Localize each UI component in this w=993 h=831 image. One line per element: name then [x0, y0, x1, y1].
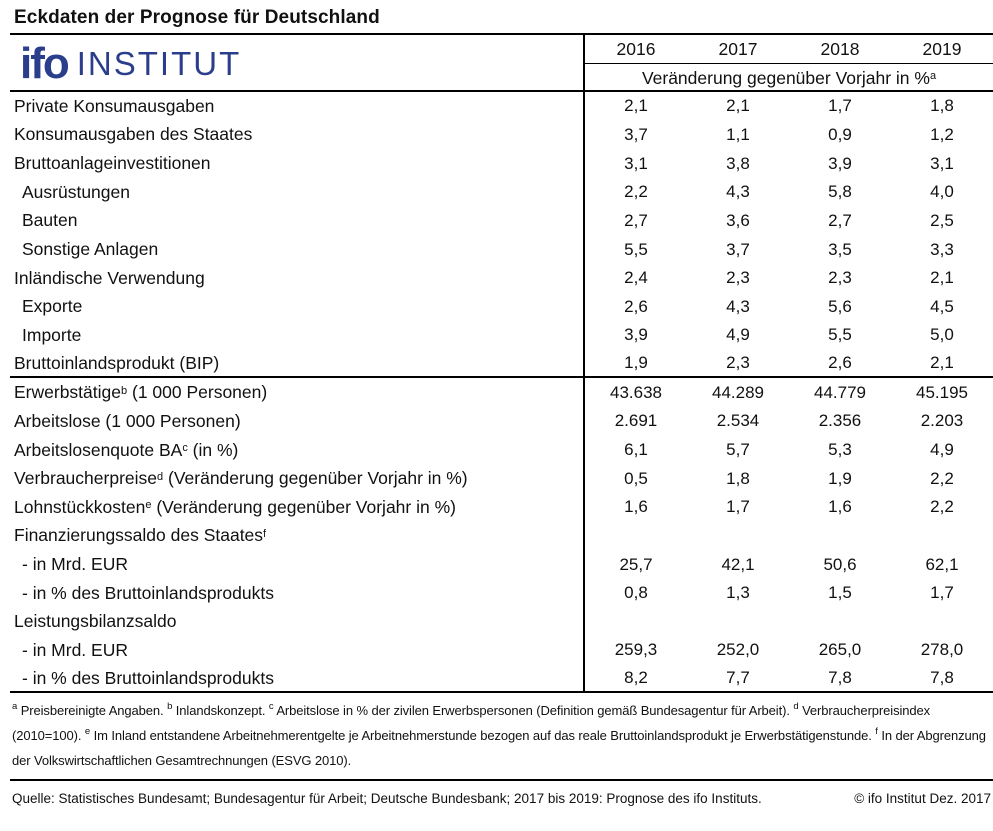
- forecast-table-document: [10, 0, 993, 810]
- cell-value: 2,1: [930, 353, 954, 373]
- cell-value: 2,2: [624, 182, 648, 202]
- table-row: [10, 178, 993, 207]
- cell-value: 0,5: [624, 468, 648, 488]
- cell-value: 5,8: [828, 182, 852, 202]
- footnote-marker: e: [84, 726, 91, 738]
- cell-value: 5,7: [726, 440, 750, 459]
- footnote-marker: d: [793, 701, 799, 713]
- row-label: Importe: [10, 321, 585, 350]
- cell-value: 3,1: [624, 153, 648, 173]
- year-column-2016: 2016: [616, 38, 656, 59]
- row-label: Inländische Verwendung: [10, 264, 585, 293]
- cell-value: 0,8: [624, 583, 648, 603]
- row-label: - in % des Bruttoinlandsprodukts: [10, 579, 585, 608]
- year-column-2018: 2018: [820, 38, 860, 59]
- footnote-text: In der Abgrenzung der Volkswirtschaftlichen Gesamtrechnungen (ESVG 2010).: [12, 728, 986, 769]
- cell-value: 278,0: [920, 640, 964, 660]
- row-label: Ausrüstungen: [10, 178, 585, 207]
- cell-value: 3,1: [930, 153, 954, 173]
- table-row: [10, 579, 993, 608]
- cell-value: 2.534: [716, 411, 760, 431]
- footnote-marker: b: [167, 701, 173, 713]
- cell-value: 2.691: [614, 411, 658, 431]
- row-label: Private Konsumausgaben: [10, 92, 585, 121]
- table-row: [10, 207, 993, 236]
- ifo-logo-wordmark: ifo: [20, 38, 68, 88]
- table-row: [10, 378, 993, 407]
- table-row: [10, 522, 993, 551]
- cell-value: 3,3: [930, 239, 954, 259]
- cell-value: 7,8: [930, 668, 954, 688]
- cell-value: 4,9: [930, 440, 954, 459]
- row-label: Sonstige Anlagen: [10, 235, 585, 264]
- footnote-marker: f: [875, 726, 878, 738]
- row-label: Lohnstückkosten $^e$ (Veränderung gegenüber Vorjahr in %): [10, 493, 585, 522]
- cell-value: 2,2: [930, 497, 954, 517]
- cell-value: 2,3: [828, 268, 852, 288]
- cell-value: 2,1: [726, 96, 750, 116]
- cell-value: 2,1: [624, 96, 648, 116]
- cell-value: 1,8: [726, 468, 750, 488]
- cell-value: 5,3: [828, 440, 852, 459]
- row-label: Arbeitslosenquote BA $^c$ (in %): [10, 436, 585, 465]
- row-label: Bruttoinlandsprodukt (BIP): [10, 350, 585, 377]
- ifo-logo: [10, 35, 585, 92]
- cell-value: 3,8: [726, 153, 750, 173]
- cell-value: 1,7: [930, 583, 954, 603]
- title-block: [10, 0, 993, 35]
- footnote-text: Arbeitslose in % der zivilen Erwerbspersonen (Definition gemäß Bundesagentur für Arbeit).: [273, 703, 794, 719]
- cell-value: 8,2: [624, 668, 648, 688]
- cell-value: 3,6: [726, 210, 750, 230]
- cell-value: 4,3: [726, 182, 750, 202]
- table-row: [10, 436, 993, 465]
- table-row: [10, 264, 993, 293]
- cell-value: 3,7: [624, 124, 648, 144]
- cell-value: 44.779: [814, 382, 866, 402]
- footnote-marker: c: [268, 701, 274, 713]
- table-row: [10, 149, 993, 178]
- table-row: [10, 121, 993, 150]
- cell-value: 265,0: [818, 640, 862, 660]
- table-row: [10, 550, 993, 579]
- table-row: [10, 608, 993, 637]
- cell-value: 2,2: [930, 468, 954, 488]
- cell-value: 2,3: [726, 353, 750, 373]
- row-label: Exporte: [10, 292, 585, 321]
- cell-value: 43.638: [610, 382, 662, 402]
- cell-value: 4,0: [930, 182, 954, 202]
- footnote-text: Inlandskonzept.: [172, 703, 269, 719]
- header-right: [585, 35, 993, 92]
- year-column-2019: 2019: [922, 38, 962, 59]
- cell-value: 2,6: [624, 296, 648, 316]
- page-title: Eckdaten der Prognose für Deutschland: [14, 7, 380, 28]
- year-columns: [585, 35, 993, 64]
- table-row: [10, 92, 993, 121]
- cell-value: 42,1: [721, 554, 755, 574]
- footnotes: [10, 693, 993, 781]
- table-body: [10, 92, 993, 693]
- cell-value: 1,3: [726, 583, 750, 603]
- row-label: Arbeitslose (1 000 Personen): [10, 407, 585, 436]
- row-label: Konsumausgaben des Staates: [10, 121, 585, 150]
- cell-value: 5,5: [624, 239, 648, 259]
- cell-value: 2,7: [828, 210, 852, 230]
- cell-value: 1,2: [930, 124, 954, 144]
- cell-value: 6,1: [624, 440, 648, 459]
- cell-value: 3,9: [624, 325, 648, 345]
- cell-value: 1,6: [828, 497, 852, 517]
- cell-value: 4,9: [726, 325, 750, 345]
- cell-value: 44.289: [712, 382, 764, 402]
- cell-value: 2,6: [828, 353, 852, 373]
- cell-value: 3,9: [828, 153, 852, 173]
- cell-value: 4,3: [726, 296, 750, 316]
- cell-value: 2,3: [726, 268, 750, 288]
- cell-value: 0,9: [828, 124, 852, 144]
- cell-value: 5,5: [828, 325, 852, 345]
- cell-value: 1,7: [726, 497, 750, 517]
- footnote-marker: a: [12, 701, 18, 713]
- cell-value: 50,6: [823, 554, 857, 574]
- cell-value: 1,9: [624, 353, 648, 373]
- cell-value: 7,7: [726, 668, 750, 688]
- cell-value: 5,0: [930, 325, 954, 345]
- footnote-text: Im Inland entstandene Arbeitnehmerentgelte je Arbeitnehmerstunde bezogen auf das reale Bruttoinlandsprodukt je Erwerbstätigenstunde.: [90, 728, 876, 744]
- cell-value: 2.203: [920, 411, 964, 431]
- cell-value: 2,1: [930, 268, 954, 288]
- row-label: Leistungsbilanzsaldo: [10, 608, 585, 637]
- cell-value: 1,5: [828, 583, 852, 603]
- table-row: [10, 636, 993, 665]
- table-row: [10, 407, 993, 436]
- cell-value: 259,3: [614, 640, 658, 660]
- table-row: [10, 665, 993, 694]
- cell-value: 1,8: [930, 96, 954, 116]
- row-label: Erwerbstätige $^b$ (1 000 Personen): [10, 378, 585, 407]
- row-label: - in Mrd. EUR: [10, 550, 585, 579]
- cell-value: 1,9: [828, 468, 852, 488]
- cell-value: 1,6: [624, 497, 648, 517]
- cell-value: 2,5: [930, 210, 954, 230]
- table-header: [10, 35, 993, 92]
- ifo-logo-institut: INSTITUT: [76, 45, 242, 82]
- table-row: [10, 350, 993, 379]
- cell-value: 1,1: [726, 124, 750, 144]
- row-label: - in % des Bruttoinlandsprodukts: [10, 665, 585, 692]
- cell-value: 45.195: [916, 382, 968, 402]
- cell-value: 2,4: [624, 268, 648, 288]
- cell-value: 3,7: [726, 239, 750, 259]
- cell-value: 2.356: [818, 411, 862, 431]
- cell-value: 4,5: [930, 296, 954, 316]
- row-label: Bauten: [10, 207, 585, 236]
- cell-value: 7,8: [828, 668, 852, 688]
- table-row: [10, 235, 993, 264]
- cell-value: 252,0: [716, 640, 760, 660]
- row-label: Verbraucherpreise $^d$ (Veränderung gegenüber Vorjahr in %): [10, 464, 585, 493]
- table-subheader: Veränderung gegenüber Vorjahr in % $^a$: [641, 67, 937, 88]
- year-column-2017: 2017: [718, 38, 758, 59]
- source-text: Quelle: Statistisches Bundesamt; Bundesagentur für Arbeit; Deutsche Bundesbank; 2017 bis 2019: Prognose des ifo Instituts.: [12, 791, 762, 807]
- cell-value: 25,7: [619, 554, 653, 574]
- footnote-text: Preisbereinigte Angaben.: [17, 703, 168, 719]
- source-block: [10, 781, 993, 810]
- cell-value: 3,5: [828, 239, 852, 259]
- table-row: [10, 292, 993, 321]
- row-label: Finanzierungssaldo des Staates $^f$: [10, 522, 585, 551]
- cell-value: 62,1: [925, 554, 959, 574]
- row-label: Bruttoanlageinvestitionen: [10, 149, 585, 178]
- cell-value: 5,6: [828, 296, 852, 316]
- subheader-text: Veränderung gegenüber Vorjahr in %: [641, 67, 930, 88]
- cell-value: 1,7: [828, 96, 852, 116]
- footnote-text: Verbraucherpreisindex (2010=100).: [12, 703, 931, 744]
- table-row: [10, 464, 993, 493]
- table-row: [10, 493, 993, 522]
- row-label: - in Mrd. EUR: [10, 636, 585, 665]
- copyright-notice: © ifo Institut Dez. 2017: [854, 791, 991, 807]
- table-row: [10, 321, 993, 350]
- cell-value: 2,7: [624, 210, 648, 230]
